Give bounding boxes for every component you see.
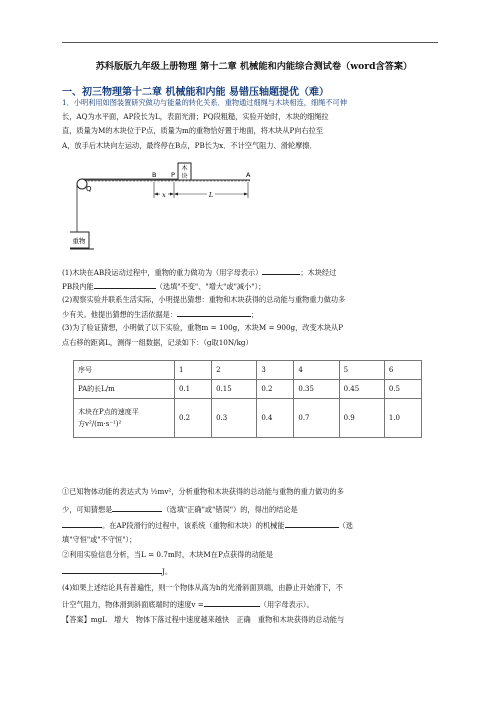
block-label-top: 木 xyxy=(181,165,188,172)
table-cell: 1.0 xyxy=(384,399,421,438)
table-row xyxy=(74,380,422,399)
table-cell: 0.9 xyxy=(339,399,384,438)
sub1-text-e: （选 xyxy=(338,521,353,530)
q4-text-c: （用字母表示）。 xyxy=(259,600,314,609)
distance-l-label: L xyxy=(208,191,214,199)
table-cell: 0.5 xyxy=(384,380,421,399)
q4-blank[interactable] xyxy=(204,598,260,607)
table-cell: 0.3 xyxy=(212,399,257,438)
table-cell: 0.1 xyxy=(175,380,212,399)
table-header-cell: 4 xyxy=(294,361,339,380)
sub1-line-2 xyxy=(62,503,298,515)
q1-text-d: （选填"不变"、"增大"或"减小"）； xyxy=(155,282,266,291)
q3-line-1: (3)为了验证猜想，小明做了以下实验，重物m = 100g，木块M = 900g，改变木块从P xyxy=(62,323,344,332)
q1-text-a: (1)木块在AB段运动过程中，重物的重力做功为（用字母表示） xyxy=(62,268,263,277)
block-label-bottom: 块 xyxy=(181,173,188,180)
sub1-text-c: （选填"正确"或"错误"）的，得出的结论是 xyxy=(162,505,298,514)
table-cell: 0.2 xyxy=(257,380,294,399)
q4-line-1: (4)如果上述结论具有普遍性，则一个物体从高为h的光滑斜面顶端，由静止开始滑下，不 xyxy=(62,583,343,592)
sub1-line-1: ①已知物体动能的表达式为 ½mv²，分析重物和木块获得的总动能与重物的重力做功的多 xyxy=(62,487,344,496)
answer-label: 【答案】 xyxy=(62,615,91,624)
weight-label: 重物 xyxy=(72,237,86,245)
q2-text-b: 少有关。他提出猜想的生活依据是： xyxy=(62,310,178,319)
q1-line-2 xyxy=(62,280,265,292)
table-row-label xyxy=(74,399,175,438)
q4-line-2 xyxy=(62,598,314,610)
answer-text: mgL 增大 物体下落过程中速度越来越快 正确 重物和木块获得的总动能与 xyxy=(90,615,345,624)
table-cell: 0.2 xyxy=(175,399,212,438)
row2-label-line1: 木块在P点的速度平 xyxy=(78,408,139,416)
table-header-cell: 2 xyxy=(212,361,257,380)
sub1-text-b: 少，可知猜想是 xyxy=(62,505,113,514)
sub1-text-d: 。在AP段滑行的过程中，该系统（重物和木块）的机械能 xyxy=(102,521,285,530)
q4-text-b: 计空气阻力，物体滑到斜面底端时的速度v = xyxy=(62,600,204,609)
table-header-cell: 序号 xyxy=(74,361,175,380)
q1-blank-2[interactable] xyxy=(94,280,156,289)
table-header-cell: 5 xyxy=(339,361,384,380)
intro-line-2: 长，AQ为水平面，AP段长为L，表面光滑；PQ段粗糙，实验开始时，木块的细绳拉 xyxy=(62,112,329,121)
table-row-label: PA的长L/m xyxy=(74,380,175,399)
q3-line-2: 点右移的距离L，测得一组数据，记录如下：（g取10N/kg） xyxy=(62,338,253,347)
q1-line xyxy=(62,266,336,278)
table-header-cell: 1 xyxy=(175,361,212,380)
intro-line-3: 直，质量为M的木块位于P点，质量为m的重物恰好置于地面，将木块从P向右拉至 xyxy=(62,126,324,135)
data-table xyxy=(73,360,422,438)
document-title: 苏科版版九年级上册物理 第十二章 机械能和内能综合测试卷（word含答案） xyxy=(95,61,413,72)
apparatus-diagram xyxy=(70,158,256,258)
table-header-cell: 3 xyxy=(257,361,294,380)
row2-label-line2: 方v²/(m·s⁻¹)² xyxy=(78,420,122,428)
table-cell: 0.45 xyxy=(339,380,384,399)
sub2-text-b: J。 xyxy=(162,567,173,576)
point-p-label: P xyxy=(171,171,175,179)
section-heading: 一、初三物理第十二章 机械能和内能 易错压轴题提优（难） xyxy=(62,87,329,98)
q2-line-1: (2)观察实验并联系生活实际，小明提出猜想：重物和木块获得的总动能与重物重力做功多 xyxy=(62,295,346,304)
answer-line xyxy=(62,614,344,625)
sub1-line-4: 填"守恒"或"不守恒"）； xyxy=(62,535,137,544)
sub1-blank-3[interactable] xyxy=(285,519,339,528)
sub1-line-3 xyxy=(62,519,353,531)
table-row xyxy=(74,399,422,438)
q2-line-2 xyxy=(62,308,258,320)
sub2-line-1: ②利用实验信息分析，当L = 0.7m时，木块M在P点获得的动能是 xyxy=(62,550,274,559)
q1-text-b: ；木块经过 xyxy=(300,268,337,277)
table-cell: 0.4 xyxy=(257,399,294,438)
table-header-cell: 6 xyxy=(384,361,421,380)
sub2-blank[interactable] xyxy=(62,565,162,574)
table-cell: 0.35 xyxy=(294,380,339,399)
distance-x-label: x xyxy=(162,191,166,199)
intro-line-1: 1．小明利用如图装置研究做功与能量的转化关系．重物通过细绳与木块相连，细绳不可伸 xyxy=(62,98,347,107)
q2-blank[interactable] xyxy=(177,308,251,317)
point-q-label: Q xyxy=(86,185,92,193)
sub1-blank-1[interactable] xyxy=(112,503,162,512)
q1-text-c: PB段内能 xyxy=(62,282,94,291)
table-row xyxy=(74,361,422,380)
sub2-line-2 xyxy=(62,565,172,577)
header-rule xyxy=(62,42,438,43)
point-a-label: A xyxy=(246,171,251,179)
point-b-label: B xyxy=(152,171,157,179)
sub1-blank-2[interactable] xyxy=(62,519,102,528)
table-cell: 0.15 xyxy=(212,380,257,399)
intro-line-4: A，放手后木块向左运动，最终停在B点，PB长为x．不计空气阻力、滑轮摩擦． xyxy=(62,141,317,150)
q1-blank-1[interactable] xyxy=(262,266,300,275)
table-cell: 0.7 xyxy=(294,399,339,438)
q2-text-c: ； xyxy=(251,310,259,319)
